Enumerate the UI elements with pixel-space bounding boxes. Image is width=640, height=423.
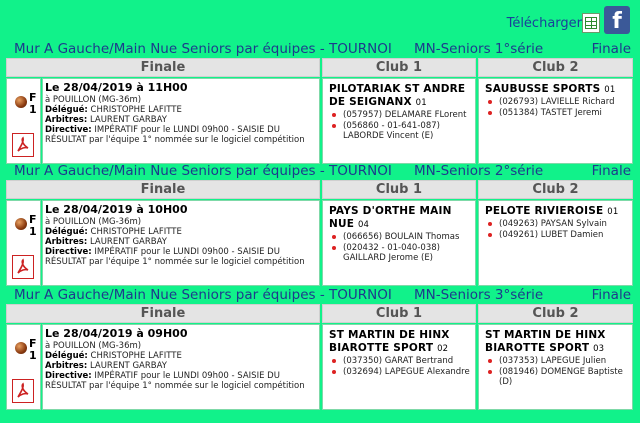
club2-info [485,83,628,118]
club2-column-header: Club 2 [478,58,633,77]
phase-label: Finale [591,163,631,179]
venue: à POUILLON (MG-36m) [45,341,142,351]
delegate-name: CHRISTOPHE LAFITTE [90,227,182,237]
match-grid [6,180,633,286]
club2-cell [478,324,633,410]
delegate-line [45,351,321,361]
directive-label: Directive: [45,371,92,381]
referees-name: LAURENT GARBAY [89,237,167,247]
referees-line [45,115,321,125]
club1-cell [322,200,476,286]
club1-number: 04 [357,220,370,230]
pelota-ball-icon [15,218,27,230]
referees-line [45,361,321,371]
competition-title: Mur A Gauche/Main Nue Seniors par équipes - TOURNOI [14,41,392,57]
referees-line [45,237,321,247]
directive-line [45,125,321,145]
referees-label: Arbitres: [45,115,88,125]
club1-info [329,329,471,377]
directive-label: Directive: [45,247,92,257]
competition-title: Mur A Gauche/Main Nue Seniors par équipes - TOURNOI [14,287,392,303]
icon-cell [6,324,41,410]
pelota-ball-icon [15,342,27,354]
referees-label: Arbitres: [45,237,88,247]
category-label: MN-Seniors 1°série [414,41,544,57]
club2-player-2[interactable]: (081946) DOMENGE Baptiste (D) [485,367,628,388]
club1-player-1[interactable]: (057957) DELAMARE FLorent [329,110,471,121]
pdf-icon[interactable] [12,133,34,157]
club2-name-text: ST MARTIN DE HINX BIAROTTE SPORT [485,329,606,354]
club2-player-1[interactable]: (049263) PAYSAN Sylvain [485,219,628,230]
club2-info [485,205,628,240]
match-grid [6,304,633,410]
club1-cell [322,324,476,410]
club1-name-text: ST MARTIN DE HINX BIAROTTE SPORT [329,329,450,354]
phase-marker: F 1 [29,91,37,116]
delegate-label: Délégué: [45,227,88,237]
club1-player-2[interactable]: (056860 - 01-641-087) LABORDE Vincent (E) [329,121,471,142]
icon-cell [6,78,41,164]
directive-text: IMPÉRATIF pour le LUNDI 09h00 - SAISIE DU RÉSULTAT par l'équipe 1° nommée sur le logiciel compétition [45,371,305,391]
club2-player-2[interactable]: (051384) TASTET Jeremi [485,108,628,119]
club1-column-header: Club 1 [322,180,476,199]
directive-line [45,247,321,267]
club1-info [329,83,471,142]
spreadsheet-icon[interactable] [582,13,600,33]
club1-column-header: Club 1 [322,304,476,323]
club1-number: 02 [437,344,449,354]
match-info-cell [42,200,320,286]
club2-name-text: PELOTE RIVIEROISE [485,205,604,217]
match-info-cell [42,324,320,410]
icon-cell [6,200,41,286]
club2-cell [478,78,633,164]
club1-name[interactable] [329,205,471,232]
download-label[interactable]: Télécharger [506,16,582,31]
club1-info [329,205,471,264]
section-header [6,40,633,58]
club1-number: 01 [415,98,427,108]
club1-name[interactable] [329,329,471,356]
club2-player-1[interactable]: (037353) LAPEGUE Julien [485,356,628,367]
match-info [45,327,321,391]
club2-number: 01 [604,85,616,95]
facebook-icon[interactable]: f [604,6,630,34]
club2-player-2[interactable]: (049261) LUBET Damien [485,230,628,241]
delegate-line [45,105,321,115]
directive-label: Directive: [45,125,92,135]
club2-name[interactable] [485,329,628,356]
club1-cell [322,78,476,164]
club1-name-text: PAYS D'ORTHE MAIN NUE [329,205,452,230]
pdf-icon[interactable] [12,379,34,403]
club2-cell [478,200,633,286]
pdf-icon[interactable] [12,255,34,279]
match-info [45,203,321,267]
club2-column-header: Club 2 [478,304,633,323]
competition-title: Mur A Gauche/Main Nue Seniors par équipes - TOURNOI [14,163,392,179]
club1-column-header: Club 1 [322,58,476,77]
club2-name[interactable] [485,205,628,219]
delegate-name: CHRISTOPHE LAFITTE [90,105,182,115]
phase-marker: F 1 [29,213,37,238]
club2-info [485,329,628,388]
club2-name[interactable] [485,83,628,97]
club1-name-text: PILOTARIAK ST ANDRE DE SEIGNANX [329,83,466,108]
club1-name[interactable] [329,83,471,110]
match-date: Le 28/04/2019 à 11H00 [45,81,188,94]
category-label: MN-Seniors 3°série [414,287,544,303]
club2-player-1[interactable]: (026793) LAVIELLE Richard [485,97,628,108]
club1-player-2[interactable]: (020432 - 01-040-038) GAILLARD Jerome (E) [329,243,471,264]
club2-number: 03 [593,344,605,354]
venue: à POUILLON (MG-36m) [45,217,142,227]
finale-column-header: Finale [6,58,320,77]
club2-column-header: Club 2 [478,180,633,199]
section-header [6,286,633,304]
finale-column-header: Finale [6,180,320,199]
match-grid [6,58,633,164]
category-label: MN-Seniors 2°série [414,163,544,179]
phase-marker: F 1 [29,337,37,362]
match-date: Le 28/04/2019 à 10H00 [45,203,188,216]
referees-name: LAURENT GARBAY [89,361,167,371]
delegate-label: Délégué: [45,351,88,361]
delegate-name: CHRISTOPHE LAFITTE [90,351,182,361]
venue: à POUILLON (MG-36m) [45,95,142,105]
delegate-label: Délégué: [45,105,88,115]
club2-number: 01 [607,207,619,217]
toolbar [0,0,640,38]
directive-line [45,371,321,391]
match-date: Le 28/04/2019 à 09H00 [45,327,188,340]
match-info-cell [42,78,320,164]
directive-text: IMPÉRATIF pour le LUNDI 09h00 - SAISIE DU RÉSULTAT par l'équipe 1° nommée sur le logiciel compétition [45,125,305,145]
finale-column-header: Finale [6,304,320,323]
directive-text: IMPÉRATIF pour le LUNDI 09h00 - SAISIE DU RÉSULTAT par l'équipe 1° nommée sur le logiciel compétition [45,247,305,267]
match-info [45,81,321,145]
delegate-line [45,227,321,237]
club1-player-1[interactable]: (037350) GARAT Bertrand [329,356,471,367]
phase-label: Finale [591,287,631,303]
phase-label: Finale [591,41,631,57]
referees-name: LAURENT GARBAY [89,115,167,125]
referees-label: Arbitres: [45,361,88,371]
club1-player-2[interactable]: (032694) LAPEGUE Alexandre [329,367,471,378]
section-header [6,162,633,180]
club2-name-text: SAUBUSSE SPORTS [485,83,601,95]
pelota-ball-icon [15,96,27,108]
club1-player-1[interactable]: (066656) BOULAIN Thomas [329,232,471,243]
